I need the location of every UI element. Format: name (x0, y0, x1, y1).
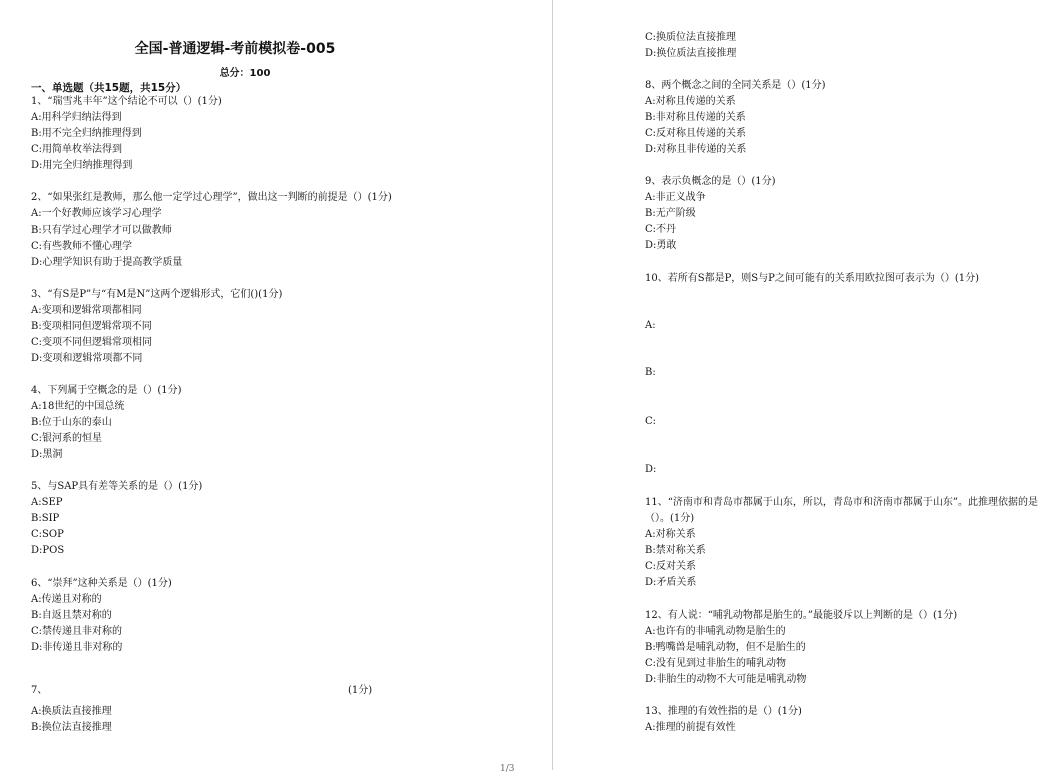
option-6d[interactable]: D:非传递且非对称的 (31, 642, 123, 653)
question-9: 9、表示负概念的是（）(1分) (645, 176, 776, 187)
option-10a[interactable]: A: (645, 320, 656, 331)
question-5: 5、与SAP具有差等关系的是（）(1分) (31, 481, 203, 492)
question-7-number: 7、 (31, 685, 48, 696)
total-score: 总分：100 (219, 68, 271, 79)
option-4b[interactable]: B:位于山东的泰山 (31, 417, 112, 428)
option-3c[interactable]: C:变项不同但逻辑常项相同 (31, 337, 153, 348)
question-7-score: (1分) (348, 685, 373, 696)
section-heading: 一、单选题（共15题，共15分） (31, 82, 187, 94)
option-3b[interactable]: B:变项相同但逻辑常项不同 (31, 321, 152, 332)
option-3a[interactable]: A:变项和逻辑常项都相同 (31, 305, 142, 316)
option-7b[interactable]: B:换位法直接推理 (31, 722, 112, 733)
option-8a[interactable]: A:对称且传递的关系 (645, 96, 736, 107)
question-3: 3、“有S是P”与“有M是N”这两个逻辑形式，它们()(1分) (31, 289, 283, 300)
option-1c[interactable]: C:用简单枚举法得到 (31, 144, 123, 155)
question-6: 6、“崇拜”这种关系是（）(1分) (31, 578, 172, 589)
option-12c[interactable]: C:没有见到过非胎生的哺乳动物 (645, 658, 787, 669)
option-3d[interactable]: D:变项和逻辑常项都不同 (31, 353, 143, 364)
question-2: 2、“如果张红是教师，那么他一定学过心理学”，做出这一判断的前提是（）(1分) (31, 192, 392, 203)
option-1d[interactable]: D:用完全归纳推理得到 (31, 160, 133, 171)
option-10b[interactable]: B: (645, 367, 656, 378)
option-12d[interactable]: D:非胎生的动物不大可能是哺乳动物 (645, 674, 807, 685)
option-4d[interactable]: D:黑洞 (31, 449, 63, 460)
option-11d[interactable]: D:矛盾关系 (645, 577, 697, 588)
question-11-line2: （）。(1分) (645, 513, 695, 524)
option-12b[interactable]: B:鸭嘴兽是哺乳动物，但不是胎生的 (645, 642, 806, 653)
question-8: 8、两个概念之间的全同关系是（）(1分) (645, 80, 826, 91)
option-4c[interactable]: C:银河系的恒星 (31, 433, 103, 444)
option-7d[interactable]: D:换位质法直接推理 (645, 48, 737, 59)
option-2c[interactable]: C:有些教师不懂心理学 (31, 241, 133, 252)
page-divider (552, 0, 553, 770)
option-5a[interactable]: A:SEP (31, 497, 63, 508)
question-4: 4、下列属于空概念的是（）(1分) (31, 385, 182, 396)
option-9c[interactable]: C:不丹 (645, 224, 677, 235)
option-11c[interactable]: C:反对关系 (645, 561, 697, 572)
option-9a[interactable]: A:非正义战争 (645, 192, 706, 203)
option-2d[interactable]: D:心理学知识有助于提高教学质量 (31, 257, 183, 268)
option-7c[interactable]: C:换质位法直接推理 (645, 32, 737, 43)
page-number: 1/3 (500, 764, 515, 774)
question-10: 10、若所有S都是P，则S与P之间可能有的关系用欧拉图可表示为（）(1分) (645, 273, 980, 284)
option-6a[interactable]: A:传递且对称的 (31, 594, 102, 605)
question-13: 13、推理的有效性指的是（）(1分) (645, 706, 802, 717)
exam-title: 全国-普通逻辑-考前模拟卷-005 (134, 41, 336, 57)
option-10d[interactable]: D: (645, 464, 657, 475)
question-11-line1: 11、“济南市和青岛市都属于山东，所以，青岛市和济南市都属于山东”。此推理依据的是 (645, 497, 1038, 508)
option-11a[interactable]: A:对称关系 (645, 529, 696, 540)
question-12: 12、有人说：“哺乳动物都是胎生的。”最能驳斥以上判断的是（）(1分) (645, 610, 958, 621)
option-8c[interactable]: C:反对称且传递的关系 (645, 128, 747, 139)
option-8b[interactable]: B:非对称且传递的关系 (645, 112, 746, 123)
option-2a[interactable]: A:一个好教师应该学习心理学 (31, 208, 162, 219)
option-5c[interactable]: C:SOP (31, 529, 64, 540)
option-6b[interactable]: B:自返且禁对称的 (31, 610, 112, 621)
option-1b[interactable]: B:用不完全归纳推理得到 (31, 128, 142, 139)
option-5b[interactable]: B:SIP (31, 513, 60, 524)
option-13a[interactable]: A:推理的前提有效性 (645, 722, 736, 733)
option-7a[interactable]: A:换质法直接推理 (31, 706, 112, 717)
page-right (555, 0, 1064, 770)
option-6c[interactable]: C:禁传递且非对称的 (31, 626, 123, 637)
option-2b[interactable]: B:只有学过心理学才可以做教师 (31, 225, 172, 236)
option-10c[interactable]: C: (645, 416, 657, 427)
option-12a[interactable]: A:也许有的非哺乳动物是胎生的 (645, 626, 786, 637)
option-9d[interactable]: D:勇敢 (645, 240, 677, 251)
option-5d[interactable]: D:POS (31, 545, 65, 556)
option-9b[interactable]: B:无产阶级 (645, 208, 696, 219)
option-11b[interactable]: B:禁对称关系 (645, 545, 706, 556)
question-1: 1、“瑞雪兆丰年”这个结论不可以（）(1分) (31, 96, 222, 107)
option-4a[interactable]: A:18世纪的中国总统 (31, 401, 125, 412)
option-8d[interactable]: D:对称且非传递的关系 (645, 144, 747, 155)
option-1a[interactable]: A:用科学归纳法得到 (31, 112, 122, 123)
